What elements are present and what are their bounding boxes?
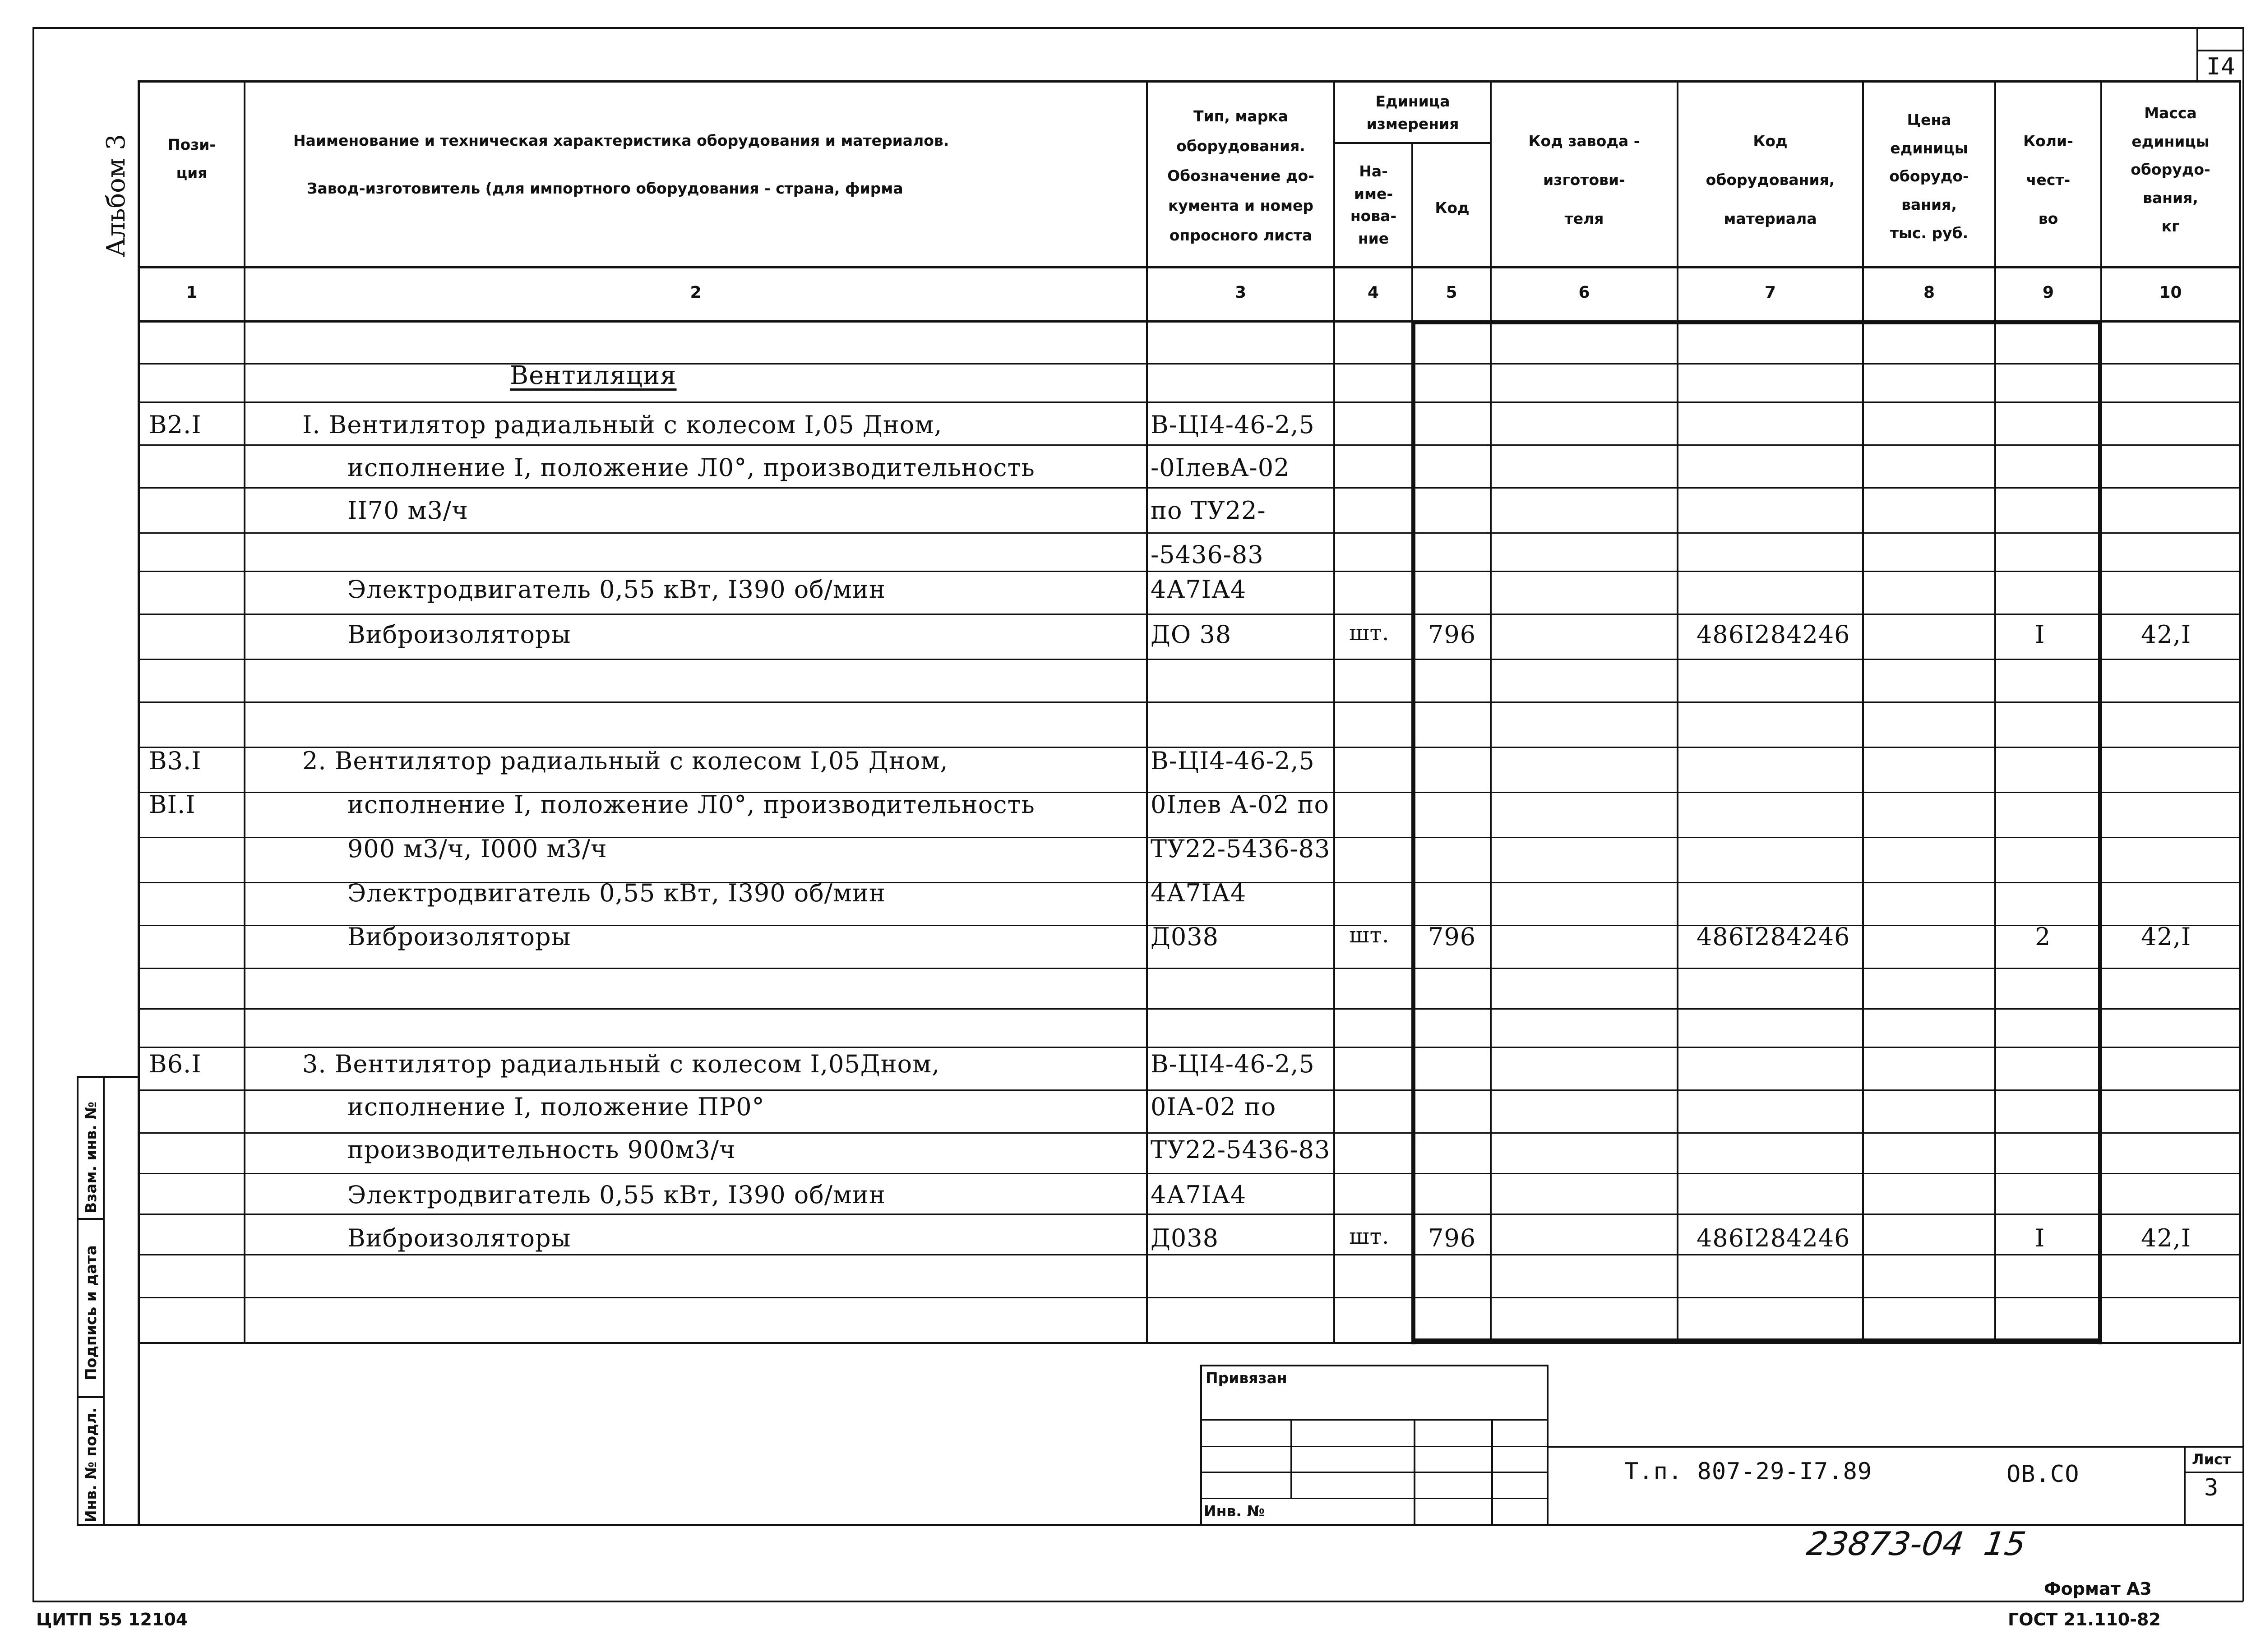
row-name: Виброизоляторы <box>347 1224 571 1252</box>
stamp-inv: Инв. № подл. <box>82 1407 100 1523</box>
bold-block-left <box>1411 320 1415 1344</box>
table-top <box>138 80 2241 83</box>
row-name: исполнение I, положение Л0°, производительность <box>347 790 1035 819</box>
row-separator <box>138 1214 2241 1215</box>
row-name: Виброизоляторы <box>347 923 571 951</box>
row-position: В6.I <box>149 1050 202 1078</box>
row-equipment-code: 486I284246 <box>1697 923 1850 951</box>
row-type: 4А7IА4 <box>1151 879 1247 907</box>
row-name: Электродвигатель 0,55 кВт, I390 об/мин <box>347 879 886 907</box>
row-separator <box>138 659 2241 660</box>
row-type: 0Iлев А-02 по <box>1151 790 1330 819</box>
tb-h4 <box>1200 1498 1548 1499</box>
row-code: 796 <box>1428 620 1476 649</box>
header-col3: Тип, марка оборудования. Обозначение до- кумента и номер опросного листа <box>1167 107 1314 244</box>
row-name: исполнение I, положение Л0°, производительность <box>347 453 1035 482</box>
row-code: 796 <box>1428 923 1476 951</box>
row-separator <box>138 444 2241 446</box>
sheet-corner-number: I4 <box>2206 53 2236 80</box>
row-separator <box>138 701 2241 703</box>
row-quantity: I <box>2035 620 2045 649</box>
tb-list-label: Лист <box>2192 1451 2231 1468</box>
row-type: -5436-83 <box>1151 540 1264 569</box>
row-separator <box>138 968 2241 969</box>
outer-frame-left <box>32 27 34 1601</box>
list-box-left <box>2184 1447 2186 1525</box>
row-separator <box>138 571 2241 572</box>
row-type: 4А7IА4 <box>1151 575 1247 604</box>
row-equipment-code: 486I284246 <box>1697 1224 1850 1252</box>
outer-frame-top <box>32 27 2243 29</box>
bold-block-right <box>2098 320 2102 1344</box>
album-label: Альбом 3 <box>102 134 131 257</box>
row-type: -0IлевА-02 <box>1151 453 1290 482</box>
row-unit: шт. <box>1349 923 1390 948</box>
colnum-1: 1 <box>186 283 198 302</box>
stamp-vzam: Взам. инв. № <box>82 1101 100 1214</box>
vline-c10 <box>2239 80 2241 1343</box>
format-label: Формат А3 <box>2044 1579 2152 1599</box>
tb-frame-right <box>1547 1365 1549 1525</box>
header-col2-line1: Наименование и техническая характеристика оборудования и материалов. <box>293 132 949 149</box>
list-box-mid <box>2184 1472 2242 1473</box>
row-position: ВI.I <box>149 790 196 819</box>
row-type: В-ЦI4-46-2,5 <box>1151 1050 1315 1078</box>
row-separator <box>138 1297 2241 1298</box>
stamp-sep2 <box>77 1396 104 1398</box>
tb-v3 <box>1491 1419 1493 1525</box>
vline-c5 <box>1490 80 1492 1343</box>
tb-v1 <box>1290 1419 1292 1499</box>
colnum-5: 5 <box>1446 283 1457 302</box>
row-name: Виброизоляторы <box>347 620 571 649</box>
row-separator <box>138 1008 2241 1010</box>
vline-c3 <box>1333 80 1335 1343</box>
row-mass: 42,I <box>2141 620 2191 649</box>
tb-doc-mark: ОВ.СО <box>2006 1461 2080 1488</box>
tb-list-number: 3 <box>2204 1474 2219 1501</box>
corner-box-line <box>2196 27 2198 81</box>
colnum-7: 7 <box>1764 283 1776 302</box>
row-equipment-code: 486I284246 <box>1697 620 1850 649</box>
row-unit: шт. <box>1349 620 1390 646</box>
tb-doc-code: Т.п. 807-29-I7.89 <box>1624 1458 1872 1485</box>
row-separator <box>138 1047 2241 1048</box>
row-name: 2. Вентилятор радиальный с колесом I,05 Дном, <box>302 747 948 775</box>
row-unit: шт. <box>1349 1224 1390 1249</box>
citp-label: ЦИТП 55 12104 <box>36 1610 188 1629</box>
row-type: ДО 38 <box>1151 620 1232 649</box>
vline-c8 <box>1994 80 1996 1343</box>
stamp-left <box>77 1076 79 1525</box>
row-separator <box>138 401 2241 403</box>
header-col6: Код завода - изготови- теля <box>1528 132 1640 227</box>
colnum-3: 3 <box>1234 283 1247 302</box>
header-col1: Пози- ция <box>167 136 216 182</box>
vline-c7 <box>1862 80 1864 1343</box>
bold-block-top <box>1411 320 2102 324</box>
vline-c1 <box>244 80 245 1343</box>
row-type: ТУ22-5436-83 <box>1151 1135 1331 1164</box>
row-separator <box>138 532 2241 534</box>
row-name: исполнение I, положение ПР0° <box>347 1093 765 1121</box>
tb-frame-top <box>1200 1365 1548 1366</box>
row-type: Д038 <box>1151 923 1219 951</box>
tb-privyazan: Привязан <box>1206 1369 1287 1387</box>
row-type: по ТУ22- <box>1151 496 1266 525</box>
header-col5: Код <box>1435 199 1470 217</box>
vline-c0 <box>138 80 140 1343</box>
row-separator <box>138 487 2241 489</box>
row-name: 3. Вентилятор радиальный с колесом I,05Дном, <box>302 1050 940 1078</box>
row-mass: 42,I <box>2141 923 2191 951</box>
colnum-2: 2 <box>690 283 702 302</box>
row-name: Электродвигатель 0,55 кВт, I390 об/мин <box>347 1181 886 1209</box>
row-type: В-ЦI4-46-2,5 <box>1151 411 1315 439</box>
row-separator <box>138 1254 2241 1255</box>
row-position: В2.I <box>149 411 202 439</box>
inner-left-ext <box>138 1342 140 1525</box>
row-name: производительность 900м3/ч <box>347 1135 736 1164</box>
stamp-top <box>77 1076 140 1078</box>
row-separator <box>138 614 2241 615</box>
unit-group-line <box>1333 142 1490 144</box>
colnum-8: 8 <box>1923 283 1935 302</box>
colnum-10: 10 <box>2159 283 2182 302</box>
vline-c6 <box>1677 80 1678 1343</box>
row-separator <box>138 1132 2241 1134</box>
tb-h2 <box>1200 1446 1548 1447</box>
vline-c2 <box>1146 80 1148 1343</box>
gost-label: ГОСТ 21.110-82 <box>2008 1610 2161 1629</box>
colnum-4: 4 <box>1367 283 1379 302</box>
colnum-6: 6 <box>1578 283 1590 302</box>
header-col9: Коли- чест- во <box>2023 132 2073 227</box>
header-unit-group: Единица измерения <box>1366 92 1459 133</box>
row-separator <box>138 1089 2241 1091</box>
row-code: 796 <box>1428 1224 1476 1252</box>
stamp-mid <box>103 1076 105 1525</box>
tb-v2 <box>1414 1419 1415 1525</box>
row-type: В-ЦI4-46-2,5 <box>1151 747 1315 775</box>
row-name: I. Вентилятор радиальный с колесом I,05 Дном, <box>302 411 943 439</box>
colnum-9: 9 <box>2042 283 2054 302</box>
tb-main-top <box>1547 1446 2242 1448</box>
row-separator <box>138 363 2241 365</box>
row-mass: 42,I <box>2141 1224 2191 1252</box>
section-title: Вентиляция <box>510 361 677 390</box>
outer-frame-right <box>2242 27 2244 1601</box>
header-col10: Масса единицы оборудо- вания, кг <box>2131 104 2210 235</box>
header-col2-line2: Завод-изготовитель (для импортного оборудования - страна, фирма <box>307 180 903 197</box>
header-bottom <box>138 266 2241 268</box>
corner-box-line <box>2196 50 2243 51</box>
header-col7: Код оборудования, материала <box>1706 132 1835 227</box>
tb-frame-left <box>1200 1365 1202 1525</box>
row-separator <box>138 1173 2241 1174</box>
outer-frame-bottom <box>32 1601 2243 1602</box>
handwritten-note: 23873-04 15 <box>1804 1525 2028 1563</box>
row-name: Электродвигатель 0,55 кВт, I390 об/мин <box>347 575 886 604</box>
row-type: 0IА-02 по <box>1151 1093 1276 1121</box>
bold-block-bottom <box>1411 1338 2102 1343</box>
tb-inv-no: Инв. № <box>1204 1502 1265 1520</box>
row-position: В3.I <box>149 747 202 775</box>
row-name: II70 м3/ч <box>347 496 468 525</box>
header-col4: На- име- нова- ние <box>1350 162 1397 247</box>
row-type: ТУ22-5436-83 <box>1151 835 1331 863</box>
row-type: 4А7IА4 <box>1151 1181 1247 1209</box>
header-col8: Цена единицы оборудо- вания, тыс. руб. <box>1889 111 1969 242</box>
row-type: Д038 <box>1151 1224 1219 1252</box>
row-quantity: I <box>2035 1224 2045 1252</box>
row-quantity: 2 <box>2035 923 2051 951</box>
row-name: 900 м3/ч, I000 м3/ч <box>347 835 607 863</box>
stamp-sep1 <box>77 1218 104 1220</box>
tb-h3 <box>1200 1472 1548 1473</box>
tb-h1 <box>1200 1419 1548 1421</box>
stamp-podpis: Подпись и дата <box>82 1245 100 1380</box>
